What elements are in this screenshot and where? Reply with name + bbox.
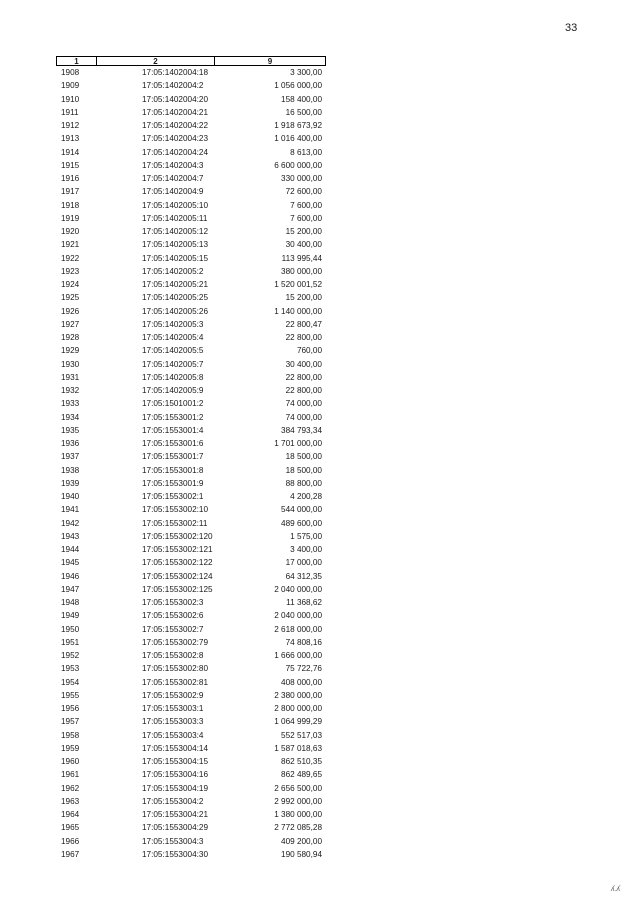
cadastral-number: 17:05:1402005:5 bbox=[142, 346, 204, 356]
cadastral-value: 88 800,00 bbox=[285, 478, 322, 488]
cadastral-number: 17:05:1402004:24 bbox=[142, 147, 209, 157]
cadastral-number: 17:05:1553001:9 bbox=[142, 478, 204, 488]
cadastral-value: 2 992 000,00 bbox=[274, 796, 322, 806]
cadastral-number: 17:05:1553004:21 bbox=[142, 810, 209, 819]
cadastral-number: 17:05:1553004:16 bbox=[142, 770, 209, 780]
row-number: 1928 bbox=[61, 333, 80, 342]
table-row bbox=[56, 570, 326, 583]
cadastral-value: 3 300,00 bbox=[290, 68, 322, 77]
table-row bbox=[56, 278, 326, 291]
cadastral-number: 17:05:1553003:3 bbox=[142, 717, 204, 727]
handwritten-mark: ʎ.ʎ bbox=[611, 886, 620, 893]
cadastral-value: 30 400,00 bbox=[285, 240, 322, 250]
table-row bbox=[56, 132, 326, 145]
cadastral-value: 1 701 000,00 bbox=[274, 439, 322, 448]
cadastral-value: 384 793,34 bbox=[281, 425, 322, 435]
cadastral-value: 18 500,00 bbox=[285, 465, 322, 475]
cadastral-number: 17:05:1402004:18 bbox=[142, 68, 209, 77]
table-row bbox=[56, 172, 326, 185]
row-number: 1945 bbox=[61, 558, 80, 568]
table-row bbox=[56, 199, 326, 212]
cadastral-value: 862 489,65 bbox=[281, 770, 322, 780]
table-row bbox=[56, 530, 326, 543]
cadastral-number: 17:05:1553004:19 bbox=[142, 783, 209, 793]
cadastral-value: 2 040 000,00 bbox=[274, 584, 322, 594]
table-row bbox=[56, 66, 326, 79]
cadastral-number: 17:05:1553004:15 bbox=[142, 757, 209, 766]
cadastral-value: 22 800,00 bbox=[285, 372, 322, 382]
cadastral-value: 74 000,00 bbox=[285, 412, 322, 422]
cadastral-value: 408 000,00 bbox=[281, 677, 322, 687]
cadastral-value: 2 380 000,00 bbox=[274, 690, 322, 700]
cadastral-value: 2 800 000,00 bbox=[274, 704, 322, 713]
row-number: 1957 bbox=[61, 717, 80, 727]
row-number: 1931 bbox=[61, 372, 80, 382]
table-row bbox=[56, 225, 326, 238]
table-row bbox=[56, 119, 326, 132]
cadastral-value: 22 800,00 bbox=[285, 386, 322, 395]
row-number: 1943 bbox=[61, 531, 80, 541]
row-number: 1966 bbox=[61, 836, 80, 846]
cadastral-number: 17:05:1402005:15 bbox=[142, 253, 209, 263]
cadastral-number: 17:05:1402005:9 bbox=[142, 386, 204, 395]
table-row bbox=[56, 291, 326, 304]
cadastral-value: 15 200,00 bbox=[285, 227, 322, 236]
page-number: 33 bbox=[565, 22, 578, 34]
cadastral-number: 17:05:1402004:2 bbox=[142, 81, 204, 91]
row-number: 1912 bbox=[61, 121, 80, 130]
table-row bbox=[56, 212, 326, 225]
cadastral-value: 1 016 400,00 bbox=[274, 134, 322, 144]
row-number: 1916 bbox=[61, 174, 80, 183]
table-row bbox=[56, 649, 326, 662]
cadastral-value: 2 618 000,00 bbox=[274, 624, 322, 634]
table-row bbox=[56, 715, 326, 728]
row-number: 1939 bbox=[61, 478, 80, 488]
table-row bbox=[56, 795, 326, 808]
row-number: 1919 bbox=[61, 213, 80, 223]
cadastral-number: 17:05:1402004:7 bbox=[142, 174, 204, 183]
cadastral-number: 17:05:1402004:9 bbox=[142, 187, 204, 197]
row-number: 1924 bbox=[61, 280, 80, 289]
row-number: 1938 bbox=[61, 465, 80, 475]
table-row bbox=[56, 689, 326, 702]
row-number: 1963 bbox=[61, 796, 80, 806]
row-number: 1915 bbox=[61, 160, 80, 170]
cadastral-value: 8 613,00 bbox=[290, 147, 322, 157]
cadastral-number: 17:05:1553002:121 bbox=[142, 545, 213, 554]
cadastral-number: 17:05:1553001:8 bbox=[142, 465, 204, 475]
table-row bbox=[56, 556, 326, 569]
table-row bbox=[56, 106, 326, 119]
row-number: 1925 bbox=[61, 293, 80, 303]
cadastral-value: 74 000,00 bbox=[285, 399, 322, 409]
cadastral-value: 409 200,00 bbox=[281, 836, 322, 846]
table-row bbox=[56, 371, 326, 384]
header-col-9: 9 bbox=[267, 57, 273, 66]
table-row bbox=[56, 503, 326, 516]
cadastral-value: 862 510,35 bbox=[281, 757, 322, 766]
cadastral-value: 74 808,16 bbox=[285, 637, 322, 647]
cadastral-number: 17:05:1553002:120 bbox=[142, 531, 213, 541]
cadastral-value: 552 517,03 bbox=[281, 730, 322, 740]
table-row bbox=[56, 384, 326, 397]
table-row bbox=[56, 146, 326, 159]
table-row bbox=[56, 835, 326, 848]
cadastral-number: 17:05:1402004:20 bbox=[142, 94, 209, 104]
table-body bbox=[56, 66, 326, 861]
cadastral-value: 489 600,00 bbox=[281, 518, 322, 528]
table-row bbox=[56, 755, 326, 768]
cadastral-value: 1 140 000,00 bbox=[274, 306, 322, 316]
cadastral-number: 17:05:1553002:3 bbox=[142, 598, 204, 607]
cadastral-value: 11 368,62 bbox=[286, 598, 322, 607]
table-row bbox=[56, 609, 326, 622]
row-number: 1929 bbox=[61, 346, 80, 356]
row-number: 1949 bbox=[61, 611, 80, 621]
row-number: 1961 bbox=[61, 770, 80, 780]
row-number: 1956 bbox=[61, 704, 80, 713]
row-number: 1948 bbox=[61, 598, 80, 607]
table-row bbox=[56, 543, 326, 556]
table-row bbox=[56, 358, 326, 371]
row-number: 1918 bbox=[61, 200, 80, 210]
row-number: 1921 bbox=[61, 240, 80, 250]
row-number: 1920 bbox=[61, 227, 80, 236]
cadastral-number: 17:05:1553004:30 bbox=[142, 849, 209, 859]
table-row bbox=[56, 464, 326, 477]
cadastral-number: 17:05:1553002:79 bbox=[142, 637, 209, 647]
table-row bbox=[56, 344, 326, 357]
table-row bbox=[56, 252, 326, 265]
cadastral-number: 17:05:1553002:80 bbox=[142, 664, 209, 674]
row-number: 1930 bbox=[61, 359, 80, 369]
cadastral-number: 17:05:1553002:7 bbox=[142, 624, 204, 634]
table-row bbox=[56, 636, 326, 649]
table-row bbox=[56, 437, 326, 450]
cadastral-number: 17:05:1553004:2 bbox=[142, 796, 204, 806]
cadastral-number: 17:05:1402005:21 bbox=[142, 280, 209, 289]
cadastral-value: 113 995,44 bbox=[281, 253, 322, 263]
row-number: 1910 bbox=[61, 94, 80, 104]
row-number: 1934 bbox=[61, 412, 80, 422]
row-number: 1914 bbox=[61, 147, 80, 157]
table-row bbox=[56, 583, 326, 596]
cadastral-value: 190 580,94 bbox=[281, 849, 322, 859]
cadastral-number: 17:05:1553001:4 bbox=[142, 425, 204, 435]
cadastral-number: 17:05:1402005:25 bbox=[142, 293, 209, 303]
cadastral-value: 3 400,00 bbox=[290, 545, 322, 554]
cadastral-value: 64 312,35 bbox=[285, 571, 322, 581]
cadastral-value: 22 800,47 bbox=[285, 319, 322, 329]
table-row bbox=[56, 742, 326, 755]
cadastral-value: 2 040 000,00 bbox=[274, 611, 322, 621]
cadastral-number: 17:05:1553002:10 bbox=[142, 505, 209, 515]
row-number: 1935 bbox=[61, 425, 80, 435]
table-row bbox=[56, 238, 326, 251]
cadastral-value: 7 600,00 bbox=[290, 213, 322, 223]
cadastral-number: 17:05:1402005:11 bbox=[142, 213, 208, 223]
cadastral-number: 17:05:1553001:6 bbox=[142, 439, 204, 448]
row-number: 1960 bbox=[61, 757, 80, 766]
cadastral-number: 17:05:1501001:2 bbox=[142, 399, 204, 409]
cadastral-value: 6 600 000,00 bbox=[274, 160, 322, 170]
cadastral-value: 544 000,00 bbox=[281, 505, 322, 515]
cadastral-value: 72 600,00 bbox=[285, 187, 322, 197]
cadastral-value: 1 520 001,52 bbox=[274, 280, 322, 289]
cadastral-number: 17:05:1553003:1 bbox=[142, 704, 204, 713]
table-row bbox=[56, 305, 326, 318]
table-row bbox=[56, 490, 326, 503]
table-row bbox=[56, 623, 326, 636]
row-number: 1950 bbox=[61, 624, 80, 634]
table-row bbox=[56, 331, 326, 344]
row-number: 1944 bbox=[61, 545, 80, 554]
table-row bbox=[56, 848, 326, 861]
cadastral-value: 1 380 000,00 bbox=[274, 810, 322, 819]
cadastral-number: 17:05:1553004:29 bbox=[142, 823, 209, 833]
row-number: 1941 bbox=[61, 505, 80, 515]
row-number: 1955 bbox=[61, 690, 80, 700]
cadastral-value: 760,00 bbox=[296, 346, 322, 356]
row-number: 1952 bbox=[61, 651, 80, 660]
row-number: 1922 bbox=[61, 253, 80, 263]
table-row bbox=[56, 821, 326, 834]
row-number: 1937 bbox=[61, 452, 80, 462]
cadastral-number: 17:05:1553001:7 bbox=[142, 452, 204, 462]
table-row bbox=[56, 782, 326, 795]
cadastral-value: 16 500,00 bbox=[285, 107, 322, 117]
cadastral-number: 17:05:1553002:124 bbox=[142, 571, 213, 581]
cadastral-number: 17:05:1553001:2 bbox=[142, 412, 204, 422]
cadastral-number: 17:05:1553004:14 bbox=[142, 743, 209, 753]
row-number: 1946 bbox=[61, 571, 80, 581]
cadastral-value: 15 200,00 bbox=[285, 293, 322, 303]
cadastral-value: 1 064 999,29 bbox=[274, 717, 322, 727]
table-row bbox=[56, 397, 326, 410]
cadastral-number: 17:05:1553002:122 bbox=[142, 558, 213, 568]
cadastral-number: 17:05:1402004:21 bbox=[142, 107, 209, 117]
cadastral-value: 1 575,00 bbox=[290, 531, 322, 541]
table-row bbox=[56, 596, 326, 609]
cadastral-number: 17:05:1553002:9 bbox=[142, 690, 204, 700]
row-number: 1942 bbox=[61, 518, 80, 528]
cadastral-value: 22 800,00 bbox=[285, 333, 322, 342]
table-row bbox=[56, 159, 326, 172]
table-row bbox=[56, 265, 326, 278]
cadastral-value: 1 056 000,00 bbox=[274, 81, 322, 91]
row-number: 1909 bbox=[61, 81, 80, 91]
row-number: 1936 bbox=[61, 439, 80, 448]
cadastral-value: 330 000,00 bbox=[281, 174, 322, 183]
cadastral-value: 2 656 500,00 bbox=[274, 783, 322, 793]
table-row bbox=[56, 318, 326, 331]
cadastral-value: 1 587 018,63 bbox=[274, 743, 322, 753]
cadastral-number: 17:05:1402005:7 bbox=[142, 359, 204, 369]
cadastral-value: 30 400,00 bbox=[285, 359, 322, 369]
row-number: 1954 bbox=[61, 677, 80, 687]
table-row bbox=[56, 729, 326, 742]
table-row bbox=[56, 79, 326, 92]
table-header bbox=[56, 56, 326, 66]
cadastral-value: 17 000,00 bbox=[285, 558, 322, 568]
table-row bbox=[56, 676, 326, 689]
row-number: 1933 bbox=[61, 399, 80, 409]
row-number: 1927 bbox=[61, 319, 80, 329]
cadastral-number: 17:05:1402004:23 bbox=[142, 134, 209, 144]
cadastral-number: 17:05:1402004:3 bbox=[142, 160, 204, 170]
cadastral-number: 17:05:1402005:3 bbox=[142, 319, 204, 329]
table-row bbox=[56, 808, 326, 821]
cadastral-number: 17:05:1553002:11 bbox=[142, 518, 208, 528]
table-row bbox=[56, 411, 326, 424]
header-col-2: 2 bbox=[97, 57, 215, 65]
cadastral-number: 17:05:1553004:3 bbox=[142, 836, 204, 846]
row-number: 1964 bbox=[61, 810, 80, 819]
cadastral-number: 17:05:1402005:2 bbox=[142, 266, 204, 276]
table-row bbox=[56, 768, 326, 781]
cadastral-number: 17:05:1402005:12 bbox=[142, 227, 209, 236]
table-row bbox=[56, 424, 326, 437]
row-number: 1953 bbox=[61, 664, 80, 674]
table-row bbox=[56, 477, 326, 490]
table-row bbox=[56, 662, 326, 675]
row-number: 1951 bbox=[61, 637, 80, 647]
cadastral-number: 17:05:1553002:81 bbox=[142, 677, 209, 687]
row-number: 1967 bbox=[61, 849, 80, 859]
table-row bbox=[56, 702, 326, 715]
cadastral-value: 2 772 085,28 bbox=[274, 823, 322, 833]
cadastral-number: 17:05:1402005:10 bbox=[142, 200, 209, 210]
cadastral-number: 17:05:1402005:13 bbox=[142, 240, 209, 250]
row-number: 1940 bbox=[61, 492, 80, 501]
cadastral-number: 17:05:1553002:6 bbox=[142, 611, 204, 621]
cadastral-value: 380 000,00 bbox=[281, 266, 322, 276]
cadastral-value: 1 918 673,92 bbox=[274, 121, 322, 130]
table-row bbox=[56, 517, 326, 530]
cadastral-value: 1 666 000,00 bbox=[274, 651, 322, 660]
cadastral-number: 17:05:1553002:8 bbox=[142, 651, 204, 660]
row-number: 1962 bbox=[61, 783, 80, 793]
row-number: 1965 bbox=[61, 823, 80, 833]
row-number: 1947 bbox=[61, 584, 80, 594]
row-number: 1959 bbox=[61, 743, 80, 753]
cadastral-number: 17:05:1553002:1 bbox=[142, 492, 204, 501]
cadastral-number: 17:05:1402005:8 bbox=[142, 372, 204, 382]
row-number: 1913 bbox=[61, 134, 80, 144]
cadastral-value: 18 500,00 bbox=[285, 452, 322, 462]
cadastral-number: 17:05:1402005:4 bbox=[142, 333, 204, 342]
data-table bbox=[56, 56, 326, 861]
row-number: 1917 bbox=[61, 187, 80, 197]
table-row bbox=[56, 185, 326, 198]
table-row bbox=[56, 93, 326, 106]
cadastral-number: 17:05:1402004:22 bbox=[142, 121, 209, 130]
cadastral-number: 17:05:1402005:26 bbox=[142, 306, 209, 316]
cadastral-number: 17:05:1553003:4 bbox=[142, 730, 204, 740]
row-number: 1911 bbox=[61, 107, 79, 117]
row-number: 1926 bbox=[61, 306, 80, 316]
cadastral-number: 17:05:1553002:125 bbox=[142, 584, 213, 594]
cadastral-value: 7 600,00 bbox=[290, 200, 322, 210]
row-number: 1958 bbox=[61, 730, 80, 740]
header-col-1: 1 bbox=[57, 57, 97, 65]
row-number: 1923 bbox=[61, 266, 80, 276]
cadastral-value: 75 722,76 bbox=[285, 664, 322, 674]
row-number: 1932 bbox=[61, 386, 80, 395]
cadastral-value: 158 400,00 bbox=[281, 94, 322, 104]
cadastral-value: 4 200,28 bbox=[290, 492, 322, 501]
row-number: 1908 bbox=[61, 68, 80, 77]
table-row bbox=[56, 450, 326, 463]
